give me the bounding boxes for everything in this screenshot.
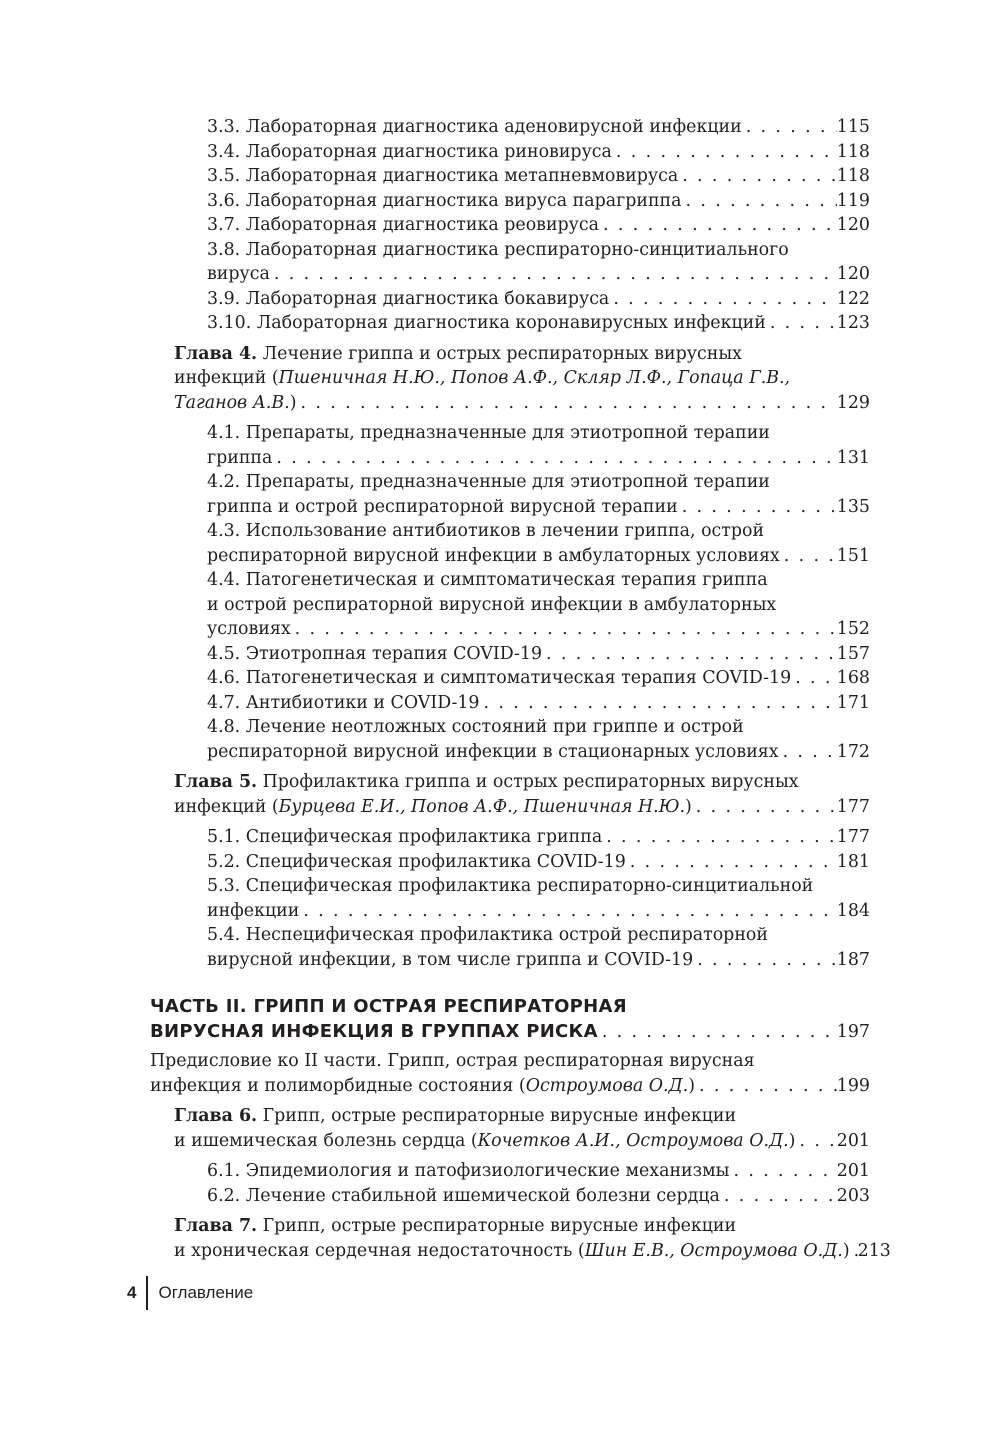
entry-title: 4.1. Препараты, предназначенные для этиотропной терапии <box>207 423 770 443</box>
page-reference: 152 <box>836 619 870 639</box>
toc-line-text <box>174 1104 736 1129</box>
entry-title: 3.6. Лабораторная диагностика вируса парагриппа <box>207 190 682 211</box>
toc-entry-section <box>150 1184 870 1209</box>
page-reference: 213 <box>857 1240 891 1261</box>
toc-line <box>207 140 870 165</box>
entry-suffix: ) <box>688 1075 696 1096</box>
toc-line <box>207 115 870 140</box>
toc-line <box>207 715 870 740</box>
toc-line <box>207 825 870 850</box>
page-reference: 120 <box>836 215 870 235</box>
toc-entry-section <box>150 421 870 470</box>
toc-line <box>207 238 870 263</box>
toc-line-text <box>207 923 768 948</box>
toc-entry-chapter <box>150 770 870 819</box>
toc-line <box>207 666 870 691</box>
running-title: Оглавление <box>158 1283 254 1302</box>
page-reference: 119 <box>836 190 870 211</box>
entry-title: 4.8. Лечение неотложных состояний при гриппе и острой <box>207 717 744 737</box>
entry-title: 4.3. Использование антибиотиков в лечении гриппа, острой <box>207 521 765 541</box>
toc-line <box>207 850 870 875</box>
entry-authors: Шин Е.В., Остроумова О.Д. <box>584 1240 843 1261</box>
toc-entry-section <box>150 287 870 312</box>
toc-line-text <box>174 770 799 795</box>
page-reference: 197 <box>836 1022 870 1042</box>
toc-line <box>207 544 870 569</box>
dot-leader <box>602 825 837 850</box>
toc-line <box>174 1239 891 1264</box>
toc-line-text <box>207 715 744 740</box>
entry-title: респираторной вирусной инфекции в амбулаторных условиях <box>207 545 780 566</box>
toc-line-text <box>207 446 272 471</box>
toc-line <box>207 519 870 544</box>
page-reference: 131 <box>836 447 870 468</box>
toc-line <box>207 164 870 189</box>
page-reference: 172 <box>836 741 870 762</box>
dot-leader <box>678 495 837 520</box>
toc-line <box>207 923 870 948</box>
toc-line-text <box>207 740 779 765</box>
toc-line-text <box>207 825 602 850</box>
toc-line <box>207 948 870 973</box>
toc-line <box>150 1074 870 1099</box>
page-reference: 151 <box>836 545 870 566</box>
toc-entry-section <box>150 850 870 875</box>
dot-leader <box>791 666 837 691</box>
toc-entry-preface <box>150 1049 870 1098</box>
toc-line <box>207 287 870 312</box>
table-of-contents <box>150 115 891 1269</box>
dot-leader <box>850 1239 858 1264</box>
toc-line-text <box>207 948 693 973</box>
toc-entry-section <box>150 1159 870 1184</box>
toc-line <box>207 740 870 765</box>
entry-title: ВИРУСНАЯ ИНФЕКЦИЯ В ГРУППАХ РИСКА <box>150 1021 598 1042</box>
entry-title: 3.10. Лабораторная диагностика коронавирусных инфекций <box>207 313 766 333</box>
toc-line <box>207 874 870 899</box>
page-reference: 177 <box>836 796 870 817</box>
dot-leader <box>480 691 837 716</box>
entry-title: 3.8. Лабораторная диагностика респираторно-синцитиального <box>207 239 789 260</box>
page-reference: 203 <box>836 1185 870 1206</box>
toc-line-text <box>207 421 770 446</box>
page-reference: 168 <box>836 668 870 688</box>
entry-title: вирусной инфекции, в том числе гриппа и COVID-19 <box>207 949 694 970</box>
toc-line-text <box>174 1239 850 1264</box>
toc-line <box>207 495 870 520</box>
toc-line <box>207 1184 870 1209</box>
toc-line-text <box>174 1214 736 1239</box>
toc-line-text <box>150 1049 755 1074</box>
entry-title: гриппа <box>207 447 273 468</box>
entry-title: и острой респираторной вирусной инфекции в амбулаторных <box>207 594 777 615</box>
toc-entry-section <box>150 470 870 519</box>
toc-line-text <box>207 691 480 716</box>
chapter-label: Глава 7. <box>174 1216 258 1236</box>
entry-title: условиях <box>207 619 291 639</box>
toc-line-text <box>174 391 297 416</box>
toc-line-text <box>174 795 692 820</box>
toc-line <box>174 795 870 820</box>
page-reference: 123 <box>836 313 870 333</box>
page-reference: 118 <box>836 141 870 162</box>
page-reference: 120 <box>836 264 870 284</box>
dot-leader <box>780 544 837 569</box>
toc-line-text <box>207 519 764 544</box>
entry-title: 3.7. Лабораторная диагностика реовируса <box>207 215 600 235</box>
dot-leader <box>779 740 837 765</box>
toc-line-text <box>207 850 626 875</box>
toc-line-text <box>207 899 299 924</box>
toc-entry-chapter <box>150 1214 891 1263</box>
toc-line <box>207 213 870 238</box>
toc-entry-chapter <box>150 1104 870 1153</box>
toc-line <box>174 366 870 391</box>
toc-entry-section <box>150 715 870 764</box>
page-reference: 157 <box>836 643 870 664</box>
toc-line <box>207 421 870 446</box>
entry-title: вируса <box>207 264 270 284</box>
toc-line-text <box>207 568 768 593</box>
entry-title: 3.5. Лабораторная диагностика метапневмовируса <box>207 166 679 186</box>
toc-line-text <box>207 213 599 238</box>
toc-line-text <box>207 544 780 569</box>
dot-leader <box>291 617 837 642</box>
entry-title: 5.4. Неспецифическая профилактика острой респираторной <box>207 925 768 945</box>
toc-line <box>150 994 870 1019</box>
toc-entry-section <box>150 311 870 336</box>
toc-line-text <box>150 1074 695 1099</box>
entry-title: 4.5. Этиотропная терапия COVID-19 <box>207 643 543 664</box>
toc-line <box>207 691 870 716</box>
toc-entry-section <box>150 568 870 642</box>
toc-entry-section <box>150 164 870 189</box>
dot-leader <box>542 642 837 667</box>
page-reference: 201 <box>836 1130 870 1151</box>
toc-line <box>207 617 870 642</box>
entry-title: 3.9. Лабораторная диагностика бокавируса <box>207 288 610 309</box>
entry-title: 4.2. Препараты, предназначенные для этиотропной терапии <box>207 472 770 492</box>
toc-line-text <box>207 238 789 263</box>
toc-line <box>150 1019 870 1045</box>
toc-line-text <box>174 342 742 367</box>
toc-line-text <box>207 1159 729 1184</box>
entry-title: Грипп, острые респираторные вирусные инфекции <box>257 1216 737 1236</box>
toc-line <box>150 1049 870 1074</box>
toc-line <box>207 470 870 495</box>
toc-entry-section <box>150 642 870 667</box>
entry-title: 5.1. Специфическая профилактика гриппа <box>207 827 603 847</box>
entry-title: Лечение гриппа и острых респираторных вирусных <box>257 343 742 364</box>
entry-title: инфекция и полиморбидные состояния ( <box>150 1075 526 1096</box>
dot-leader <box>598 1020 837 1045</box>
entry-authors: Таганов А.В. <box>174 392 290 413</box>
dot-leader <box>695 1074 837 1099</box>
toc-entry-section <box>150 825 870 850</box>
toc-line-text <box>150 1019 598 1044</box>
chapter-label: Глава 6. <box>174 1106 258 1126</box>
chapter-label: Глава 4. <box>174 343 258 364</box>
entry-title: инфекции <box>207 900 300 921</box>
dot-leader <box>609 287 836 312</box>
toc-line-text <box>207 140 612 165</box>
toc-line-text <box>207 262 270 287</box>
page-reference: 177 <box>836 827 870 847</box>
toc-line <box>207 1159 870 1184</box>
entry-title: и ишемическая болезнь сердца ( <box>174 1130 478 1151</box>
toc-line-text <box>207 642 542 667</box>
toc-line-text <box>150 994 627 1019</box>
toc-line <box>207 311 870 336</box>
toc-line-text <box>207 1184 720 1209</box>
entry-title: 3.3. Лабораторная диагностика аденовирусной инфекции <box>207 117 742 137</box>
dot-leader <box>299 899 836 924</box>
dot-leader <box>678 164 837 189</box>
toc-line-text <box>207 164 678 189</box>
entry-title: ЧАСТЬ II. ГРИПП И ОСТРАЯ РЕСПИРАТОРНАЯ <box>150 996 627 1017</box>
footer-divider <box>146 1276 148 1310</box>
dot-leader <box>720 1184 837 1209</box>
entry-title: респираторной вирусной инфекции в стационарных условиях <box>207 741 779 762</box>
dot-leader <box>729 1159 836 1184</box>
page-reference: 171 <box>836 692 870 713</box>
toc-entry-section <box>150 115 870 140</box>
entry-authors: Пшеничная Н.Ю., Попов А.Ф., Скляр Л.Ф., Гопаца Г.В., <box>278 368 791 388</box>
entry-title: 4.4. Патогенетическая и симптоматическая терапия гриппа <box>207 570 768 590</box>
chapter-label: Глава 5. <box>174 772 258 792</box>
toc-entry-section <box>150 140 870 165</box>
toc-line <box>174 342 870 367</box>
toc-line <box>174 770 870 795</box>
entry-suffix: ) <box>289 392 297 413</box>
dot-leader <box>795 1129 836 1154</box>
toc-line <box>174 391 870 416</box>
toc-line <box>207 899 870 924</box>
toc-line-text <box>207 874 813 899</box>
toc-line <box>174 1214 870 1239</box>
toc-line <box>207 642 870 667</box>
dot-leader <box>612 140 837 165</box>
page-reference: 199 <box>836 1075 870 1096</box>
dot-leader <box>297 391 837 416</box>
dot-leader <box>599 213 837 238</box>
entry-title: инфекций ( <box>174 368 279 388</box>
dot-leader <box>682 189 837 214</box>
entry-title: 6.1. Эпидемиология и патофизиологические механизмы <box>207 1161 730 1181</box>
entry-title: 3.4. Лабораторная диагностика риновируса <box>207 141 612 162</box>
toc-entry-section <box>150 189 870 214</box>
page-reference: 129 <box>836 392 870 413</box>
entry-title: Предисловие ко II части. Грипп, острая респираторная вирусная <box>150 1051 755 1071</box>
entry-title: 6.2. Лечение стабильной ишемической болезни сердца <box>207 1185 720 1206</box>
toc-line-text <box>207 287 609 312</box>
toc-line <box>207 568 870 593</box>
toc-line-text <box>207 311 766 336</box>
page-reference: 187 <box>836 949 870 970</box>
page-reference: 201 <box>836 1161 870 1181</box>
entry-suffix: ) <box>684 796 692 817</box>
entry-title: 5.3. Специфическая профилактика респираторно-синцитиальной <box>207 876 814 896</box>
toc-line-text <box>207 189 682 214</box>
entry-title: Профилактика гриппа и острых респираторных вирусных <box>257 772 799 792</box>
toc-line-text <box>207 470 770 495</box>
entry-title: 4.7. Антибиотики и COVID-19 <box>207 692 480 713</box>
entry-authors: Бурцева Е.И., Попов А.Ф., Пшеничная Н.Ю. <box>278 796 685 817</box>
toc-line-text <box>207 593 776 618</box>
toc-line <box>174 1104 870 1129</box>
page-reference: 184 <box>836 900 870 921</box>
toc-entry-section <box>150 666 870 691</box>
dot-leader <box>272 446 836 471</box>
toc-line <box>207 262 870 287</box>
toc-entry-section <box>150 519 870 568</box>
toc-entry-part <box>150 994 870 1045</box>
dot-leader <box>766 311 837 336</box>
dot-leader <box>270 262 837 287</box>
toc-entry-chapter <box>150 342 870 416</box>
toc-entry-section <box>150 238 870 287</box>
toc-line-text <box>207 666 791 691</box>
dot-leader <box>693 948 837 973</box>
entry-title: инфекций ( <box>174 796 279 817</box>
toc-entry-section <box>150 691 870 716</box>
page-reference: 181 <box>836 851 870 872</box>
toc-line <box>174 1129 870 1154</box>
entry-authors: Остроумова О.Д. <box>525 1075 689 1096</box>
dot-leader <box>626 850 837 875</box>
toc-line <box>207 446 870 471</box>
page-reference: 118 <box>836 166 870 186</box>
toc-line-text <box>207 617 291 642</box>
entry-title: 4.6. Патогенетическая и симптоматическая терапия COVID-19 <box>207 668 792 688</box>
page-footer <box>127 1278 253 1308</box>
toc-line-text <box>174 366 790 391</box>
toc-line <box>207 189 870 214</box>
entry-authors: Кочетков А.И., Остроумова О.Д. <box>477 1130 789 1151</box>
page-number: 4 <box>127 1283 137 1302</box>
entry-suffix: ) <box>788 1130 796 1151</box>
toc-entry-section <box>150 213 870 238</box>
toc-entry-section <box>150 923 870 972</box>
entry-suffix: ) <box>842 1240 850 1261</box>
toc-line-text <box>207 495 678 520</box>
entry-title: гриппа и острой респираторной вирусной терапии <box>207 496 678 517</box>
entry-title: и хроническая сердечная недостаточность ( <box>174 1240 585 1261</box>
toc-entry-section <box>150 874 870 923</box>
dot-leader <box>742 115 837 140</box>
page-reference: 135 <box>836 496 870 517</box>
page-reference: 115 <box>836 117 870 137</box>
toc-line <box>207 593 870 618</box>
dot-leader <box>692 795 837 820</box>
toc-line-text <box>174 1129 795 1154</box>
page-reference: 122 <box>836 288 870 309</box>
toc-line-text <box>207 115 742 140</box>
entry-title: Грипп, острые респираторные вирусные инфекции <box>257 1106 737 1126</box>
entry-title: 5.2. Специфическая профилактика COVID-19 <box>207 851 626 872</box>
